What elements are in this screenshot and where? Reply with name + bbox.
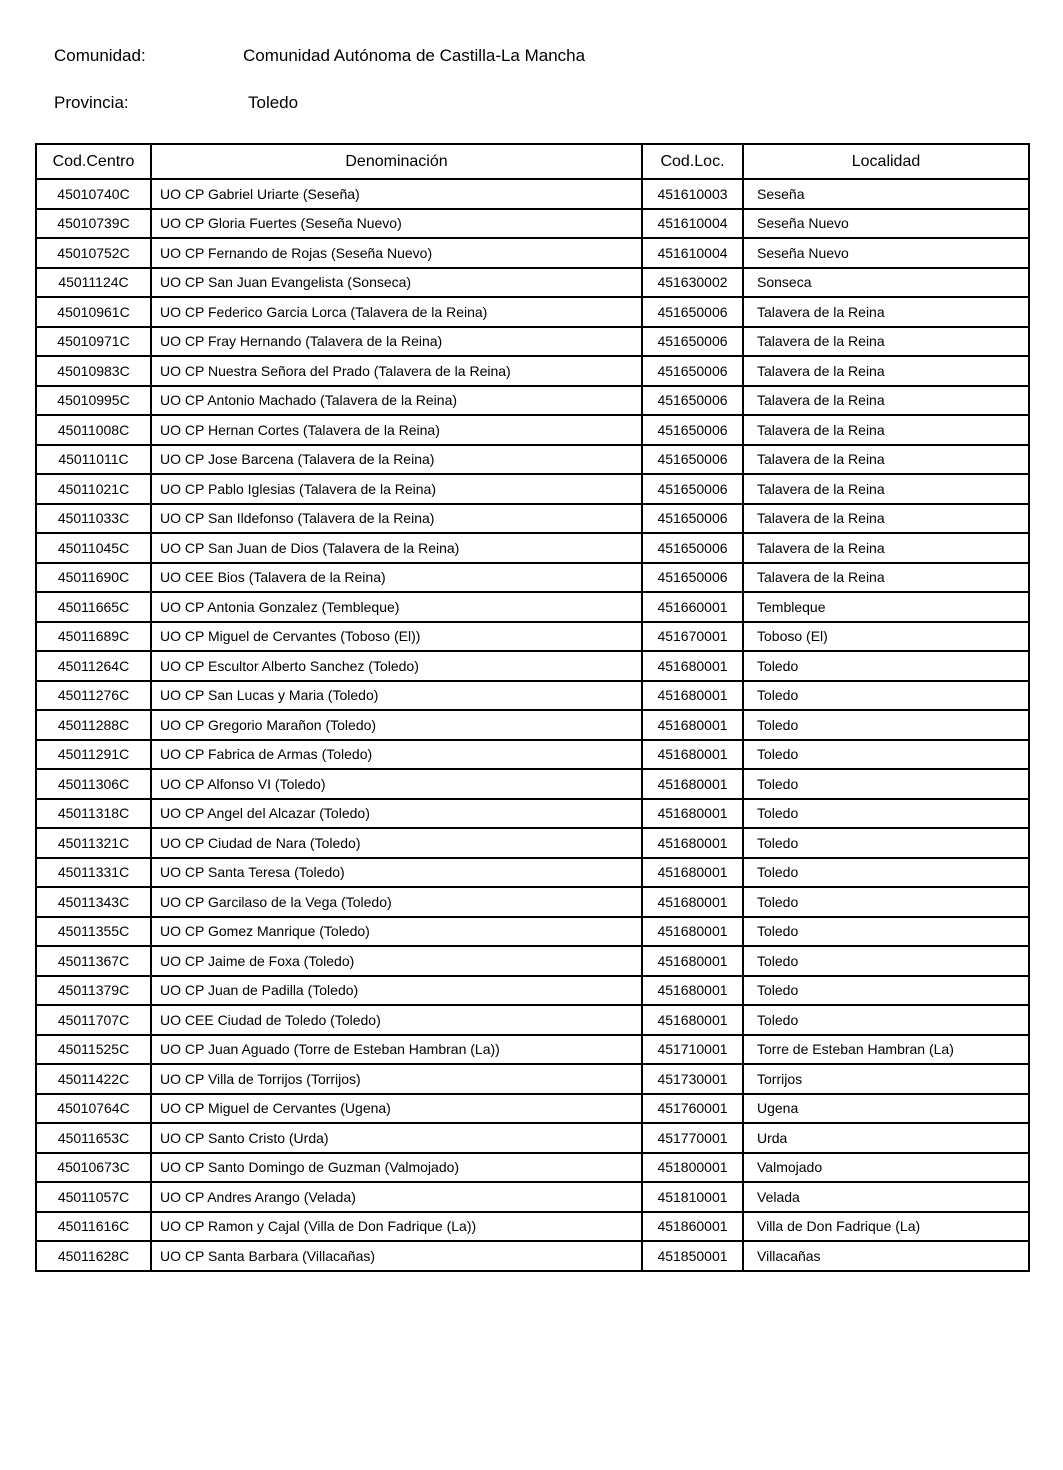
denominacion-cell: UO CP Alfonso VI (Toledo) xyxy=(151,769,642,799)
table-row xyxy=(36,710,1029,740)
cod-centro-cell: 45011616C xyxy=(36,1212,151,1242)
table-row xyxy=(36,445,1029,475)
table-row xyxy=(36,1212,1029,1242)
localidad-cell: Talavera de la Reina xyxy=(743,563,1029,593)
cod-loc-cell: 451800001 xyxy=(642,1153,743,1183)
table-row xyxy=(36,297,1029,327)
table-row xyxy=(36,828,1029,858)
localidad-cell: Toboso (El) xyxy=(743,622,1029,652)
denominacion-cell: UO CP San Ildefonso (Talavera de la Reina) xyxy=(151,504,642,534)
cod-loc-cell: 451680001 xyxy=(642,681,743,711)
denominacion-cell: UO CP San Juan Evangelista (Sonseca) xyxy=(151,268,642,298)
denominacion-cell: UO CEE Bios (Talavera de la Reina) xyxy=(151,563,642,593)
table-row xyxy=(36,415,1029,445)
table-row xyxy=(36,946,1029,976)
table-row xyxy=(36,386,1029,416)
localidad-cell: Toledo xyxy=(743,1005,1029,1035)
table-row xyxy=(36,1064,1029,1094)
denominacion-cell: UO CP Nuestra Señora del Prado (Talavera de la Reina) xyxy=(151,356,642,386)
denominacion-cell: UO CP Antonio Machado (Talavera de la Reina) xyxy=(151,386,642,416)
table-row xyxy=(36,858,1029,888)
table-row xyxy=(36,504,1029,534)
cod-loc-cell: 451650006 xyxy=(642,445,743,475)
cod-loc-cell: 451610004 xyxy=(642,209,743,239)
denominacion-cell: UO CP Fray Hernando (Talavera de la Reina) xyxy=(151,327,642,357)
table-row xyxy=(36,327,1029,357)
localidad-cell: Talavera de la Reina xyxy=(743,356,1029,386)
localidad-cell: Torrijos xyxy=(743,1064,1029,1094)
localidad-cell: Toledo xyxy=(743,887,1029,917)
cod-loc-cell: 451680001 xyxy=(642,651,743,681)
provincia-label: Provincia: xyxy=(54,93,129,112)
denominacion-cell: UO CP Andres Arango (Velada) xyxy=(151,1182,642,1212)
cod-loc-cell: 451770001 xyxy=(642,1123,743,1153)
denominacion-cell: UO CP Miguel de Cervantes (Toboso (El)) xyxy=(151,622,642,652)
table-row xyxy=(36,651,1029,681)
table-row xyxy=(36,179,1029,209)
cod-centro-cell: 45011124C xyxy=(36,268,151,298)
cod-loc-cell: 451680001 xyxy=(642,769,743,799)
cod-centro-cell: 45011367C xyxy=(36,946,151,976)
cod-centro-cell: 45011707C xyxy=(36,1005,151,1035)
localidad-cell: Sonseca xyxy=(743,268,1029,298)
localidad-cell: Urda xyxy=(743,1123,1029,1153)
denominacion-cell: UO CP Juan Aguado (Torre de Esteban Hambran (La)) xyxy=(151,1035,642,1065)
denominacion-cell: UO CP Fernando de Rojas (Seseña Nuevo) xyxy=(151,238,642,268)
cod-centro-cell: 45010752C xyxy=(36,238,151,268)
table-row xyxy=(36,1005,1029,1035)
cod-loc-cell: 451650006 xyxy=(642,415,743,445)
table-row xyxy=(36,209,1029,239)
localidad-cell: Talavera de la Reina xyxy=(743,474,1029,504)
centros-table xyxy=(35,143,1030,1272)
cod-loc-cell: 451650006 xyxy=(642,327,743,357)
cod-loc-cell: 451680001 xyxy=(642,740,743,770)
denominacion-cell: UO CP Jaime de Foxa (Toledo) xyxy=(151,946,642,976)
localidad-cell: Talavera de la Reina xyxy=(743,386,1029,416)
cod-centro-cell: 45011355C xyxy=(36,917,151,947)
cod-loc-cell: 451650006 xyxy=(642,563,743,593)
cod-loc-cell: 451650006 xyxy=(642,504,743,534)
cod-loc-cell: 451650006 xyxy=(642,386,743,416)
localidad-cell: Toledo xyxy=(743,976,1029,1006)
cod-loc-cell: 451610004 xyxy=(642,238,743,268)
denominacion-cell: UO CP Villa de Torrijos (Torrijos) xyxy=(151,1064,642,1094)
provincia-value: Toledo xyxy=(248,93,299,112)
cod-centro-cell: 45010961C xyxy=(36,297,151,327)
denominacion-cell: UO CP Gomez Manrique (Toledo) xyxy=(151,917,642,947)
cod-centro-cell: 45011525C xyxy=(36,1035,151,1065)
localidad-cell: Toledo xyxy=(743,710,1029,740)
table-row xyxy=(36,622,1029,652)
denominacion-cell: UO CP Santa Teresa (Toledo) xyxy=(151,858,642,888)
cod-centro-cell: 45010983C xyxy=(36,356,151,386)
table-row xyxy=(36,740,1029,770)
localidad-cell: Talavera de la Reina xyxy=(743,297,1029,327)
table-row xyxy=(36,681,1029,711)
localidad-cell: Toledo xyxy=(743,769,1029,799)
denominacion-cell: UO CP Juan de Padilla (Toledo) xyxy=(151,976,642,1006)
column-header-cod-centro: Cod.Centro xyxy=(36,144,151,179)
denominacion-cell: UO CP Ciudad de Nara (Toledo) xyxy=(151,828,642,858)
cod-loc-cell: 451810001 xyxy=(642,1182,743,1212)
denominacion-cell: UO CP Gregorio Marañon (Toledo) xyxy=(151,710,642,740)
localidad-cell: Toledo xyxy=(743,681,1029,711)
cod-centro-cell: 45011276C xyxy=(36,681,151,711)
localidad-cell: Toledo xyxy=(743,828,1029,858)
table-row xyxy=(36,799,1029,829)
comunidad-label: Comunidad: xyxy=(54,46,146,65)
localidad-cell: Villacañas xyxy=(743,1241,1029,1271)
cod-loc-cell: 451680001 xyxy=(642,858,743,888)
cod-centro-cell: 45011321C xyxy=(36,828,151,858)
cod-loc-cell: 451680001 xyxy=(642,828,743,858)
cod-loc-cell: 451680001 xyxy=(642,946,743,976)
cod-loc-cell: 451650006 xyxy=(642,533,743,563)
denominacion-cell: UO CP Federico Garcia Lorca (Talavera de la Reina) xyxy=(151,297,642,327)
localidad-cell: Toledo xyxy=(743,917,1029,947)
denominacion-cell: UO CP San Lucas y Maria (Toledo) xyxy=(151,681,642,711)
cod-centro-cell: 45011011C xyxy=(36,445,151,475)
cod-centro-cell: 45011045C xyxy=(36,533,151,563)
denominacion-cell: UO CP Antonia Gonzalez (Tembleque) xyxy=(151,592,642,622)
column-header-denominacion: Denominación xyxy=(151,144,642,179)
cod-centro-cell: 45011021C xyxy=(36,474,151,504)
denominacion-cell: UO CP Garcilaso de la Vega (Toledo) xyxy=(151,887,642,917)
cod-centro-cell: 45010971C xyxy=(36,327,151,357)
cod-centro-cell: 45011318C xyxy=(36,799,151,829)
denominacion-cell: UO CP Jose Barcena (Talavera de la Reina) xyxy=(151,445,642,475)
localidad-cell: Seseña Nuevo xyxy=(743,238,1029,268)
localidad-cell: Toledo xyxy=(743,799,1029,829)
table-row xyxy=(36,769,1029,799)
denominacion-cell: UO CP Hernan Cortes (Talavera de la Reina) xyxy=(151,415,642,445)
cod-centro-cell: 45011008C xyxy=(36,415,151,445)
cod-centro-cell: 45011331C xyxy=(36,858,151,888)
table-row xyxy=(36,1094,1029,1124)
denominacion-cell: UO CP Santo Domingo de Guzman (Valmojado) xyxy=(151,1153,642,1183)
cod-loc-cell: 451730001 xyxy=(642,1064,743,1094)
cod-centro-cell: 45011689C xyxy=(36,622,151,652)
table-header-row xyxy=(36,144,1029,179)
localidad-cell: Villa de Don Fadrique (La) xyxy=(743,1212,1029,1242)
column-header-localidad: Localidad xyxy=(743,144,1029,179)
table-row xyxy=(36,238,1029,268)
denominacion-cell: UO CP Ramon y Cajal (Villa de Don Fadrique (La)) xyxy=(151,1212,642,1242)
cod-loc-cell: 451650006 xyxy=(642,297,743,327)
cod-loc-cell: 451680001 xyxy=(642,917,743,947)
cod-centro-cell: 45011288C xyxy=(36,710,151,740)
cod-centro-cell: 45011379C xyxy=(36,976,151,1006)
localidad-cell: Talavera de la Reina xyxy=(743,533,1029,563)
denominacion-cell: UO CP Miguel de Cervantes (Ugena) xyxy=(151,1094,642,1124)
cod-loc-cell: 451760001 xyxy=(642,1094,743,1124)
table-row xyxy=(36,887,1029,917)
cod-centro-cell: 45011628C xyxy=(36,1241,151,1271)
cod-loc-cell: 451610003 xyxy=(642,179,743,209)
cod-centro-cell: 45011690C xyxy=(36,563,151,593)
table-row xyxy=(36,533,1029,563)
denominacion-cell: UO CP Angel del Alcazar (Toledo) xyxy=(151,799,642,829)
cod-loc-cell: 451710001 xyxy=(642,1035,743,1065)
table-body xyxy=(36,179,1029,1271)
cod-loc-cell: 451860001 xyxy=(642,1212,743,1242)
cod-loc-cell: 451630002 xyxy=(642,268,743,298)
localidad-cell: Velada xyxy=(743,1182,1029,1212)
denominacion-cell: UO CP Gabriel Uriarte (Seseña) xyxy=(151,179,642,209)
table-row xyxy=(36,268,1029,298)
localidad-cell: Toledo xyxy=(743,946,1029,976)
table-row xyxy=(36,1153,1029,1183)
denominacion-cell: UO CP Fabrica de Armas (Toledo) xyxy=(151,740,642,770)
cod-centro-cell: 45010740C xyxy=(36,179,151,209)
localidad-cell: Torre de Esteban Hambran (La) xyxy=(743,1035,1029,1065)
table-row xyxy=(36,474,1029,504)
cod-centro-cell: 45011033C xyxy=(36,504,151,534)
cod-centro-cell: 45011264C xyxy=(36,651,151,681)
localidad-cell: Toledo xyxy=(743,858,1029,888)
cod-loc-cell: 451650006 xyxy=(642,356,743,386)
cod-centro-cell: 45010739C xyxy=(36,209,151,239)
cod-centro-cell: 45011653C xyxy=(36,1123,151,1153)
cod-loc-cell: 451660001 xyxy=(642,592,743,622)
table-row xyxy=(36,917,1029,947)
cod-loc-cell: 451650006 xyxy=(642,474,743,504)
localidad-cell: Talavera de la Reina xyxy=(743,504,1029,534)
table-row xyxy=(36,976,1029,1006)
denominacion-cell: UO CP Escultor Alberto Sanchez (Toledo) xyxy=(151,651,642,681)
table-row xyxy=(36,1035,1029,1065)
cod-centro-cell: 45011343C xyxy=(36,887,151,917)
cod-centro-cell: 45010673C xyxy=(36,1153,151,1183)
table-row xyxy=(36,1123,1029,1153)
cod-loc-cell: 451680001 xyxy=(642,710,743,740)
localidad-cell: Valmojado xyxy=(743,1153,1029,1183)
cod-centro-cell: 45011422C xyxy=(36,1064,151,1094)
localidad-cell: Seseña Nuevo xyxy=(743,209,1029,239)
cod-loc-cell: 451680001 xyxy=(642,976,743,1006)
table-row xyxy=(36,592,1029,622)
localidad-cell: Tembleque xyxy=(743,592,1029,622)
denominacion-cell: UO CP Santa Barbara (Villacañas) xyxy=(151,1241,642,1271)
cod-centro-cell: 45011291C xyxy=(36,740,151,770)
localidad-cell: Talavera de la Reina xyxy=(743,415,1029,445)
localidad-cell: Toledo xyxy=(743,651,1029,681)
table-row xyxy=(36,563,1029,593)
cod-loc-cell: 451680001 xyxy=(642,799,743,829)
denominacion-cell: UO CP Gloria Fuertes (Seseña Nuevo) xyxy=(151,209,642,239)
localidad-cell: Toledo xyxy=(743,740,1029,770)
localidad-cell: Seseña xyxy=(743,179,1029,209)
denominacion-cell: UO CEE Ciudad de Toledo (Toledo) xyxy=(151,1005,642,1035)
localidad-cell: Ugena xyxy=(743,1094,1029,1124)
cod-loc-cell: 451850001 xyxy=(642,1241,743,1271)
denominacion-cell: UO CP Santo Cristo (Urda) xyxy=(151,1123,642,1153)
localidad-cell: Talavera de la Reina xyxy=(743,445,1029,475)
denominacion-cell: UO CP San Juan de Dios (Talavera de la Reina) xyxy=(151,533,642,563)
denominacion-cell: UO CP Pablo Iglesias (Talavera de la Reina) xyxy=(151,474,642,504)
cod-loc-cell: 451680001 xyxy=(642,887,743,917)
cod-centro-cell: 45010764C xyxy=(36,1094,151,1124)
cod-centro-cell: 45011306C xyxy=(36,769,151,799)
table-row xyxy=(36,356,1029,386)
table-row xyxy=(36,1241,1029,1271)
cod-loc-cell: 451670001 xyxy=(642,622,743,652)
cod-loc-cell: 451680001 xyxy=(642,1005,743,1035)
table-row xyxy=(36,1182,1029,1212)
cod-centro-cell: 45010995C xyxy=(36,386,151,416)
localidad-cell: Talavera de la Reina xyxy=(743,327,1029,357)
cod-centro-cell: 45011665C xyxy=(36,592,151,622)
cod-centro-cell: 45011057C xyxy=(36,1182,151,1212)
comunidad-value: Comunidad Autónoma de Castilla-La Mancha xyxy=(243,46,586,65)
column-header-cod-loc: Cod.Loc. xyxy=(642,144,743,179)
